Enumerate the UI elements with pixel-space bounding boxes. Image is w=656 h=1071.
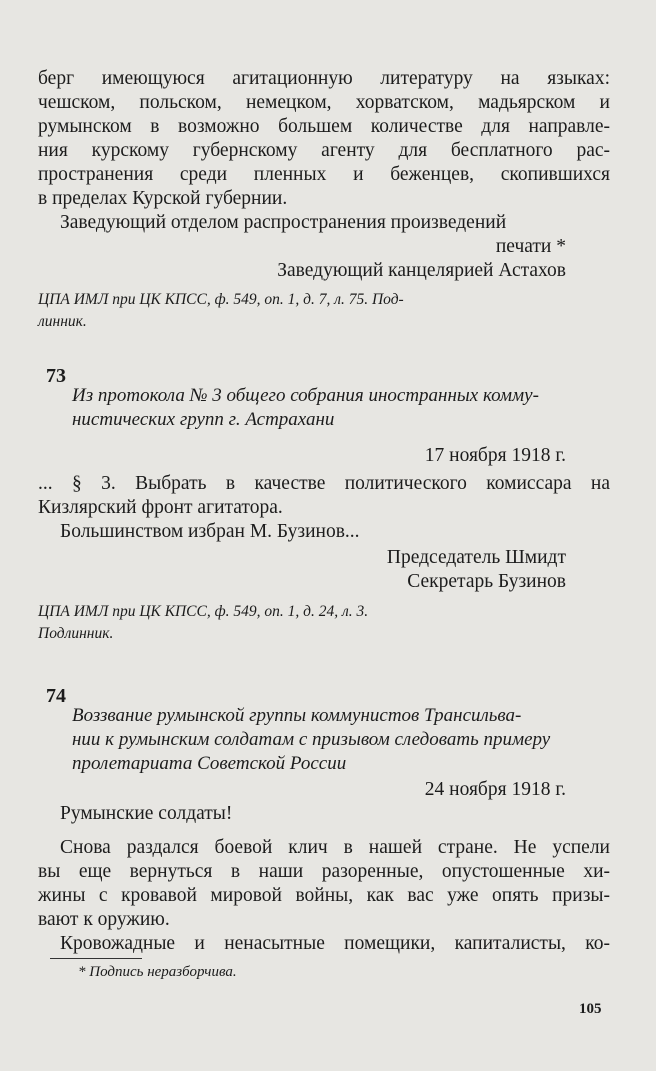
document-date: 24 ноября 1918 г. (424, 779, 566, 800)
archive-source: Подлинник. (38, 625, 114, 642)
archive-source: ЦПА ИМЛ при ЦК КПСС, ф. 549, оп. 1, д. 7, л. 75. Под- (38, 291, 404, 308)
greeting: Румынские солдаты! (60, 803, 233, 824)
document-date: 17 ноября 1918 г. (424, 445, 566, 466)
signature-chair: Председатель Шмидт (386, 547, 566, 568)
text-line: берг имеющуюся агитационную литературу на языках: (38, 68, 610, 89)
page-number: 105 (579, 1001, 602, 1017)
text-line: ния курскому губернскому агенту для бесплатного рас- (38, 140, 610, 161)
text-line: вают к оружию. (38, 909, 170, 930)
signature-name: Заведующий канцелярией Астахов (277, 260, 566, 281)
document-title: Воззвание румынской группы коммунистов Трансильва- (72, 705, 522, 726)
document-title: нистических групп г. Астрахани (72, 409, 335, 430)
text-line: пространения среди пленных и беженцев, скопившихся (38, 164, 610, 185)
text-line: Кровожадные и ненасытные помещики, капиталисты, ко- (60, 933, 610, 954)
text-line: Снова раздался боевой клич в нашей стране. Не успели (60, 837, 610, 858)
document-title: Из протокола № 3 общего собрания иностранных комму- (72, 385, 539, 406)
text-line: Кизлярский фронт агитатора. (38, 497, 283, 518)
text-line: жины с кровавой мировой войны, как вас уже опять призы- (38, 885, 610, 906)
document-title: пролетариата Советской России (72, 753, 347, 774)
text-line: румынском в возможно большем количестве для направле- (38, 116, 610, 137)
signature-title-cont: печати * (495, 236, 566, 257)
document-title: нии к румынским солдатам с призывом следовать примеру (72, 729, 551, 750)
footnote: * Подпись неразборчива. (78, 964, 237, 980)
footnote-rule (50, 958, 142, 959)
text-line: чешском, польском, немецком, хорватском, мадьярском и (38, 92, 610, 113)
text-line: Большинством избран М. Бузинов... (60, 521, 360, 542)
document-number: 73 (46, 365, 66, 387)
signature-secretary: Секретарь Бузинов (407, 571, 566, 592)
text-line: вы еще вернуться в наши разоренные, опустошенные хи- (38, 861, 610, 882)
text-line: ... § 3. Выбрать в качестве политического комиссара на (38, 473, 610, 494)
archive-source: линник. (38, 313, 87, 330)
document-number: 74 (46, 685, 66, 707)
archive-source: ЦПА ИМЛ при ЦК КПСС, ф. 549, оп. 1, д. 24, л. 3. (38, 603, 369, 620)
signature-title: Заведующий отделом распространения произведений (60, 212, 507, 233)
text-line: в пределах Курской губернии. (38, 188, 288, 209)
